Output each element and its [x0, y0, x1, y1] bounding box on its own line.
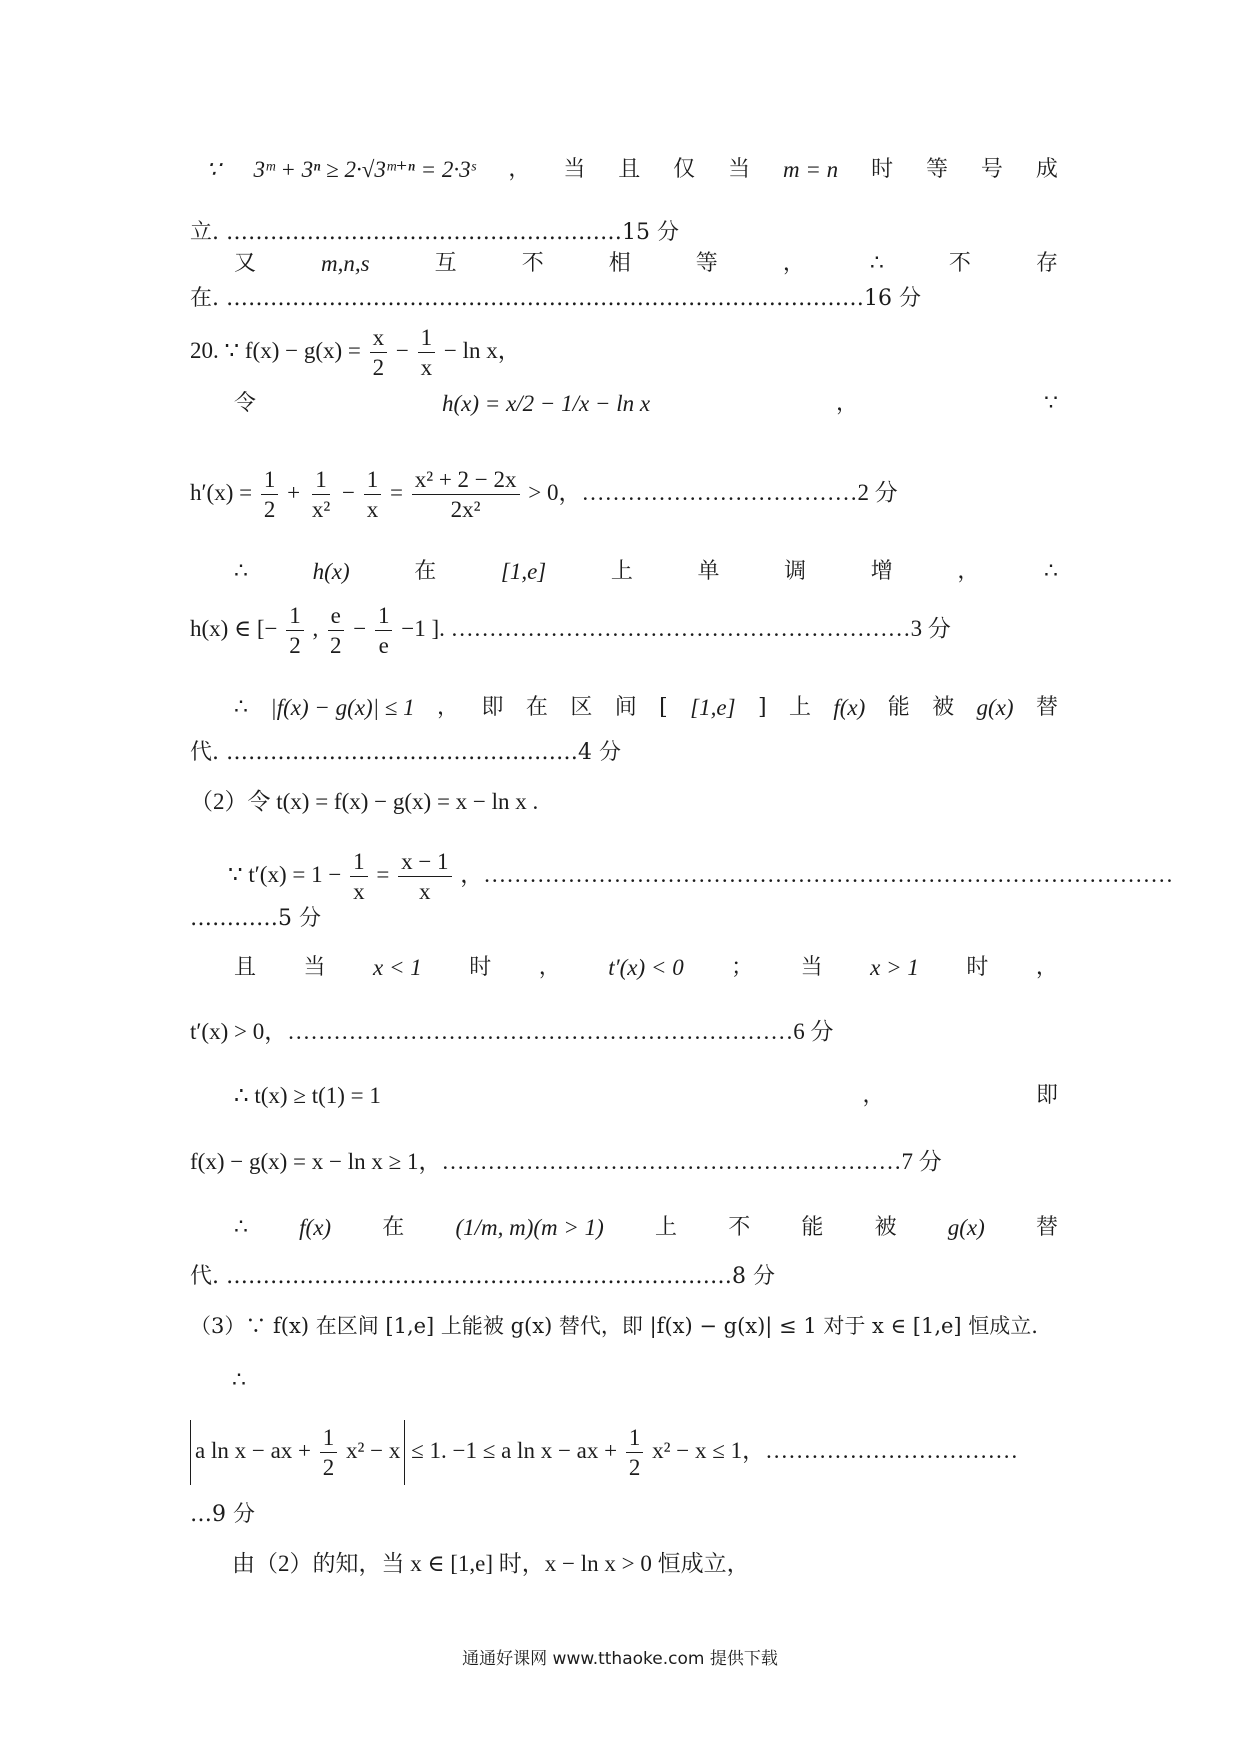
word: ∵ — [1043, 390, 1058, 416]
t-prime-start: ∵ t′(x) = 1 − — [228, 861, 348, 887]
fraction-1-over-x: $\frac{1}{x}$ — [418, 326, 436, 379]
word: 当 — [563, 156, 586, 182]
fraction: $\frac{1}{2}$ — [626, 1426, 644, 1479]
word: g(x) — [947, 1215, 985, 1240]
word: 增 — [870, 558, 893, 584]
line-20: 代. ……………………………………………………………8 分 — [190, 1264, 775, 1289]
word: 能 — [887, 694, 910, 720]
word: 号 — [980, 156, 1003, 182]
line-12: （2）令 t(x) = f(x) − g(x) = x − ln x . — [190, 789, 539, 814]
h-definition: h(x) = x/2 − 1/x − ln x — [441, 391, 651, 416]
word: m = n — [783, 157, 839, 182]
fraction-x-over-2: $\frac{x}{2}$ — [370, 326, 388, 379]
word: 时 — [966, 954, 989, 980]
line-4: 在. ……………………………………………………………………………16 分 — [190, 286, 921, 311]
word: 等 — [695, 250, 718, 276]
line-9: h(x) ∈ [− $\frac{1}{2}$ , $\frac{e}{2}$ − $\frac{1}{e}$ −1 ]. ……………………………………………………3 分 — [190, 603, 951, 658]
line-23-mid: ≤ 1. −1 ≤ a ln x − ax + — [411, 1437, 623, 1463]
word: 当 — [800, 954, 823, 980]
word: 当 — [303, 954, 326, 980]
word: ] — [757, 694, 767, 720]
line-14: …………5 分 — [190, 906, 321, 931]
word: m,n,s — [321, 251, 370, 276]
line-13: ∵ t′(x) = 1 − $\frac{1}{x}$ = $\frac{x - 1}{x}$ ，……………………………………………………………………………… — [228, 849, 1174, 904]
word: 被 — [874, 1214, 897, 1240]
word: 时 — [871, 156, 894, 182]
line-7-suffix: > 0，………………………………2 分 — [528, 479, 898, 505]
word: 又 — [234, 250, 257, 276]
line-15 — [190, 956, 1058, 979]
because-symbol: ∵ — [206, 157, 221, 182]
word: ； — [731, 954, 754, 980]
line-25: 由（2）的知，当 x ∈ [1,e] 时，x − ln x > 0 恒成立， — [232, 1551, 750, 1576]
word: ， — [836, 390, 859, 416]
word: 成 — [1035, 156, 1058, 182]
word: f(x) — [833, 695, 866, 720]
word: 调 — [784, 558, 807, 584]
word: 不 — [948, 250, 971, 276]
word: 相 — [608, 250, 631, 276]
line-9-suffix: ]. ……………………………………………………3 分 — [431, 615, 951, 641]
word: 且 — [618, 156, 641, 182]
h-prime-label: h′(x) = — [190, 479, 258, 505]
line-13-suffix: ，……………………………………………………………………………… — [460, 861, 1174, 887]
word: ∴ — [234, 1214, 248, 1240]
word: 当 — [728, 156, 751, 182]
line-21: （3）∵ f(x) 在区间 [1,e] 上能被 g(x) 替代，即 |f(x) − g(x)| ≤ 1 对于 x ∈ [1,e] 恒成立. — [190, 1314, 1038, 1338]
word: ∴ — [234, 558, 248, 584]
word: 区 — [570, 694, 593, 720]
word: ∴ t(x) ≥ t(1) = 1 — [234, 1083, 381, 1108]
line-5: 20. ∵ f(x) − g(x) = $\frac{x}{2}$ − $\frac{1}{x}$ − ln x， — [190, 325, 521, 380]
word: h(x) — [312, 559, 350, 584]
word: 存 — [1035, 250, 1058, 276]
word: ， — [862, 1082, 885, 1108]
word: ， — [782, 250, 805, 276]
word: 上 — [655, 1214, 678, 1240]
word: 等 — [925, 156, 948, 182]
line-11: 代. …………………………………………4 分 — [190, 740, 621, 765]
word: t′(x) < 0 — [608, 955, 684, 980]
fraction: $\frac{1}{e}$ — [375, 604, 393, 657]
line-1 — [190, 158, 1058, 181]
word: 且 — [234, 954, 257, 980]
word: f(x) — [299, 1215, 332, 1240]
line-2: 立. ………………………………………………15 分 — [190, 220, 679, 245]
line-23-end: x² − x ≤ 1，…………………………… — [652, 1437, 1019, 1463]
line-16: t′(x) > 0，…………………………………………………………6 分 — [190, 1019, 834, 1044]
line-17 — [190, 1084, 1058, 1107]
word: 被 — [932, 694, 955, 720]
word: (1/m, m)(m > 1) — [455, 1215, 604, 1240]
word: 时 — [469, 954, 492, 980]
inequality-expr: 3ᵐ + 3ⁿ ≥ 2·√3ᵐ⁺ⁿ = 2·3ˢ — [253, 157, 476, 182]
word: |f(x) − g(x)| ≤ 1 — [270, 695, 415, 720]
word: ∴ — [869, 250, 884, 276]
word: x < 1 — [373, 955, 422, 980]
word: g(x) — [976, 695, 1014, 720]
word: 替 — [1035, 694, 1058, 720]
fraction: $\frac{1}{x}$ — [350, 850, 368, 903]
word: 上 — [788, 694, 811, 720]
word: x > 1 — [870, 955, 919, 980]
word: 即 — [481, 694, 504, 720]
fraction: $\frac{e}{2}$ — [327, 604, 345, 657]
word: 不 — [521, 250, 544, 276]
word: [1,e] — [500, 559, 547, 584]
absolute-value-expr: a ln x − ax + $\frac{1}{2}$ x² − x — [190, 1420, 405, 1485]
line-6 — [190, 392, 1058, 415]
line-24: …9 分 — [190, 1502, 255, 1527]
word: ， — [538, 954, 561, 980]
fraction: $\frac{1}{\text{x²}}$ — [311, 467, 331, 522]
fraction: $\frac{\text{x² + 2 − 2x}}{\text{2x²}}$ — [412, 468, 520, 521]
word: ， — [1035, 954, 1058, 980]
word: ， — [957, 558, 980, 584]
word: ， — [437, 694, 460, 720]
word: 即 — [1035, 1082, 1058, 1108]
word: [1,e] — [690, 695, 736, 720]
line-3 — [190, 252, 1058, 275]
line-22: ∴ — [232, 1368, 246, 1393]
word: 在 — [525, 694, 548, 720]
word: 替 — [1035, 1214, 1058, 1240]
fraction: $\frac{1}{2}$ — [286, 604, 304, 657]
word: 不 — [728, 1214, 751, 1240]
fraction: $\frac{x - 1}{x}$ — [398, 850, 451, 903]
word: 互 — [434, 250, 457, 276]
word: ∴ — [234, 694, 248, 720]
word: 单 — [697, 558, 720, 584]
word: 能 — [801, 1214, 824, 1240]
line-18: f(x) − g(x) = x − ln x ≥ 1，……………………………………………………7 分 — [190, 1149, 942, 1174]
fraction: $\frac{1}{2}$ — [261, 468, 279, 521]
line-7: h′(x) = $\frac{1}{2}$ + $\frac{1}{\text{x²}}$ − $\frac{1}{x}$ = $\frac{\text{x² + 2 − 2x}}{\text{2x²}}$ > 0，………………………………2 分 — [190, 467, 898, 522]
line-19 — [190, 1216, 1058, 1239]
prob20-prefix: 20. ∵ f(x) − g(x) = — [190, 337, 367, 363]
line-23 — [190, 1420, 1018, 1485]
prob20-suffix: − ln x， — [443, 337, 521, 363]
word: 在 — [414, 558, 437, 584]
line-10 — [190, 696, 1058, 719]
line-8 — [190, 560, 1058, 583]
word: 仅 — [673, 156, 696, 182]
word: 令 — [234, 390, 257, 416]
word: ， — [508, 156, 531, 182]
h-range-start: h(x) ∈ [− — [190, 615, 278, 641]
page-footer: 通通好课网 www.tthaoke.com 提供下载 — [462, 1649, 778, 1669]
fraction: $\frac{1}{2}$ — [320, 1426, 338, 1479]
word: 间 — [614, 694, 637, 720]
word: 在 — [382, 1214, 405, 1240]
fraction: $\frac{1}{x}$ — [364, 468, 382, 521]
word: ∴ — [1043, 558, 1058, 584]
word: 上 — [610, 558, 633, 584]
word: [ — [659, 694, 668, 720]
